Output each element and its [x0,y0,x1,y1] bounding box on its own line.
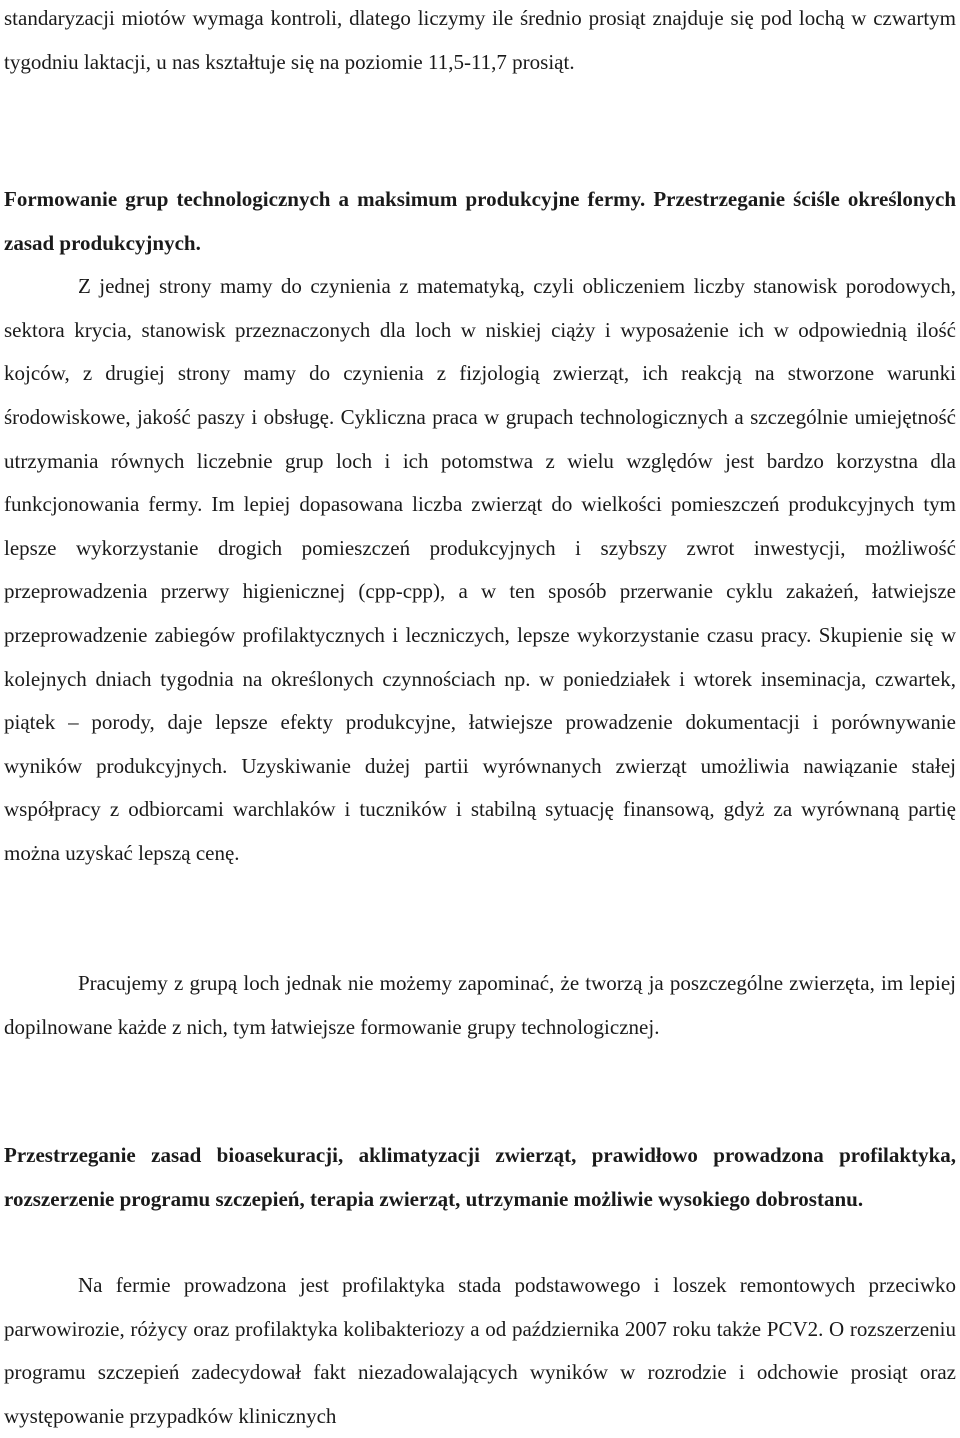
section2-paragraph1: Na fermie prowadzona jest profilaktyka stada podstawowego i loszek remontowych przeciwko parwowirozie, różycy oraz profilaktyka kolibakteriozy a od października 2007 roku także PCV2. O rozszerzeniu programu szczepień zadecydował fakt niezadowalających wyników w rozrodzie i odchowie prosiąt oraz występowanie przypadków klinicznych [4,1273,956,1428]
intro-paragraph: standaryzacji miotów wymaga kontroli, dlatego liczymy ile średnio prosiąt znajduje się pod lochą w czwartym tygodniu laktacji, u nas kształtuje się na poziomie 11,5-11,7 prosiąt. [4,6,956,74]
section1-heading [4,178,956,265]
section1-paragraph2: Pracujemy z grupą loch jednak nie możemy zapominać, że tworzą ja poszczególne zwierzęta, im lepiej dopilnowane każde z nich, tym łatwiejsze formowanie grupy technologicznej. [4,971,956,1039]
section2-block [4,1134,956,1221]
intro-block [4,0,956,84]
section1-heading-text: Formowanie grup technologicznych a maksimum produkcyjne fermy. Przestrzeganie ściśle określonych zasad produkcyjnych. [4,187,956,255]
section1-paragraph1: Z jednej strony mamy do czynienia z matematyką, czyli obliczeniem liczby stanowisk porodowych, sektora krycia, stanowisk przeznaczonych dla loch w niskiej ciąży i wyposażenie ich w odpowiednią ilość kojców, z drugiej strony mamy do czynienia z fizjologią zwierząt, ich reakcją na stworzone warunki środowiskowe, jakość paszy i obsługę. Cykliczna praca w grupach technologicznych a szczególnie umiejętność utrzymania równych liczebnie grup loch i ich potomstwa z wielu względów jest bardzo korzystna dla funkcjonowania fermy. Im lepiej dopasowana liczba zwierząt do wielkości pomieszczeń produkcyjnych tym lepsze wykorzystanie drogich pomieszczeń produkcyjnych i szybszy zwrot inwestycji, możliwość przeprowadzenia przerwy higienicznej (cpp-cpp), a w ten sposób przerwanie cyklu zakażeń, łatwiejsze przeprowadzenie zabiegów profilaktycznych i leczniczych, lepsze wykorzystanie czasu pracy. Skupienie się w kolejnych dniach tygodnia na określonych czynnościach np. w poniedziałek i wtorek inseminacja, czwartek, piątek – porody, daje lepsze efekty produkcyjne, łatwiejsze prowadzenie dokumentacji i porównywanie wyników produkcyjnych. Uzyskiwanie dużej partii wyrównanych zwierząt umożliwia nawiązanie stałej współpracy z odbiorcami warchlaków i tuczników i stabilną sytuację finansową, gdyż za wyrównaną partię można uzyskać lepszą cenę. [4,274,956,865]
section1-paragraph2-block [4,962,956,1049]
section2-paragraph-block [4,1264,956,1438]
section1-block [4,178,956,876]
section2-heading: Przestrzeganie zasad bioasekuracji, aklimatyzacji zwierząt, prawidłowo prowadzona profilaktyka, rozszerzenie programu szczepień, terapia zwierząt, utrzymanie możliwie wysokiego dobrostanu. [4,1143,956,1211]
